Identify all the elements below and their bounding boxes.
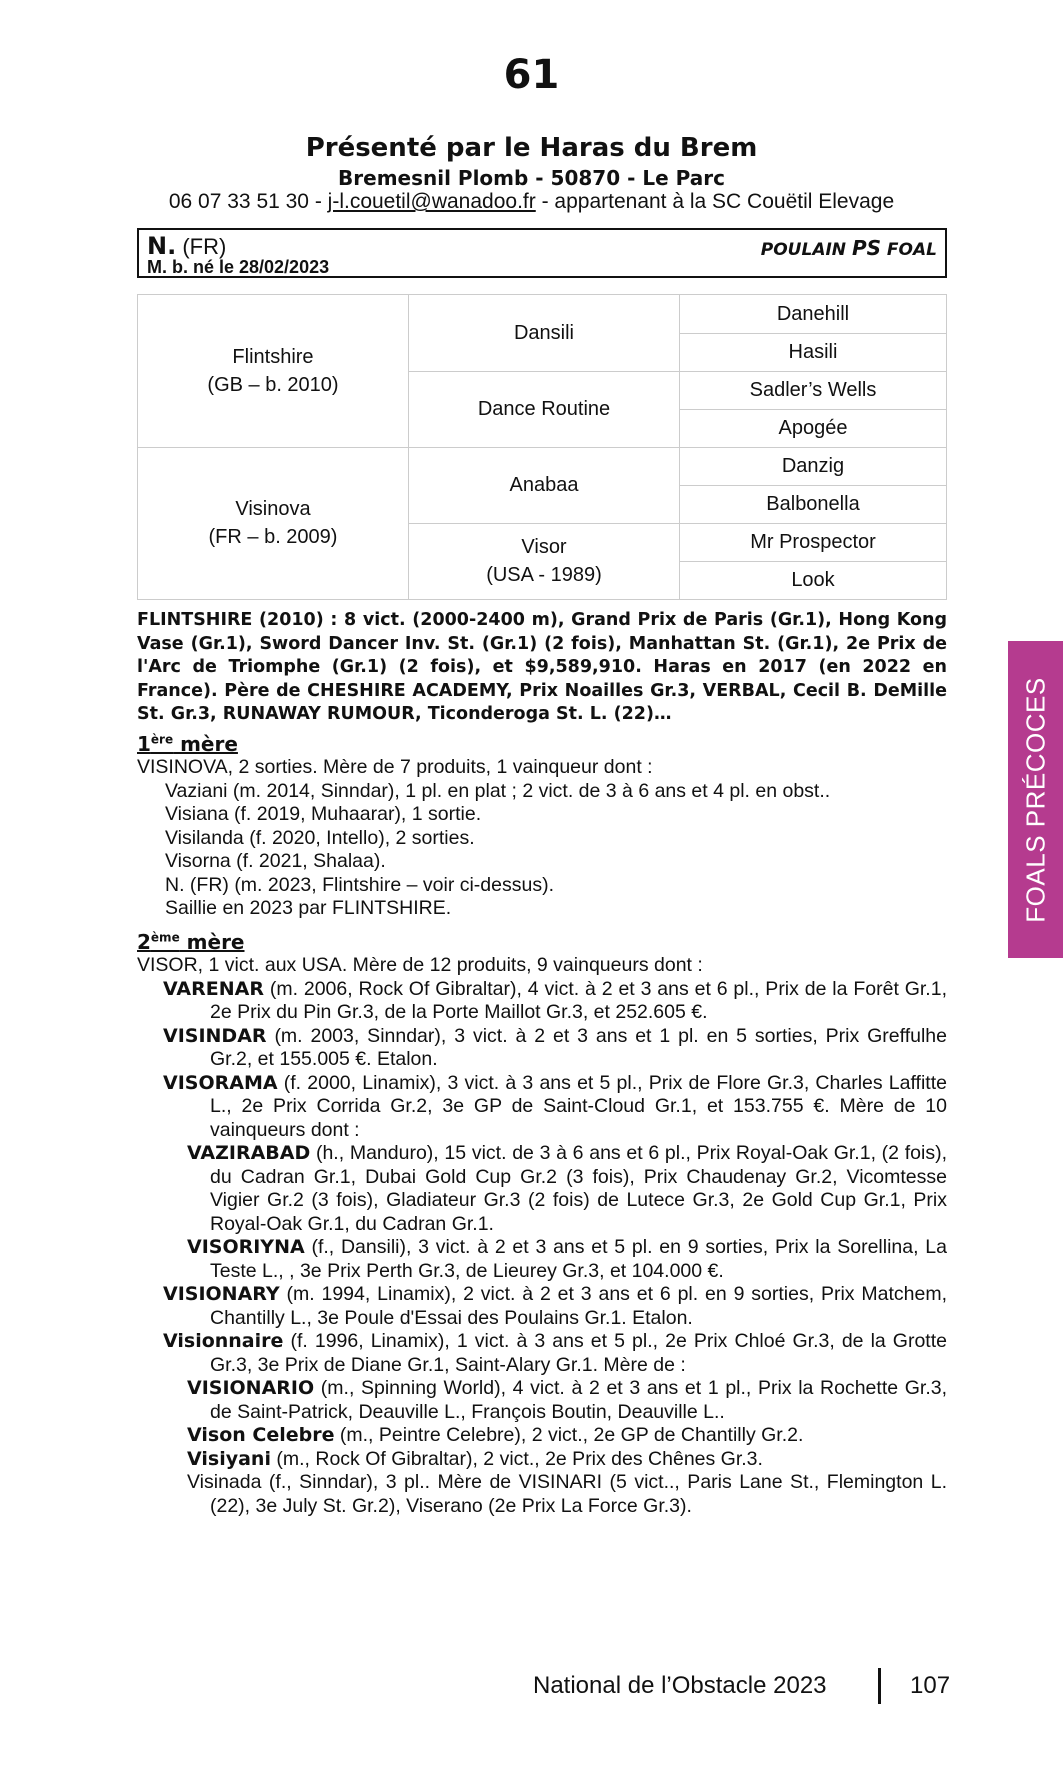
produce-item: Visiana (f. 2019, Muhaarar), 1 sortie. xyxy=(165,803,482,825)
pedigree-sire-dam: Dance Routine xyxy=(477,398,611,420)
pedigree-sire-sire: Dansili xyxy=(513,322,575,344)
grand-produce-entry: VAZIRABAD (h., Manduro), 15 vict. de 3 à 6 ans et 6 pl., Prix Royal-Oak Gr.1, (2 fois), du Cadran Gr.1, Dubai Gold Cup Gr.2 (3 fois), Prix Chaudenay Gr.2, Vicomtesse Vigier Gr.2 (3 fois), Gladiateur Gr.3 (2 fois) de Lutece Gr.3, 2e Gold Cup Gr.1, Prix Royal-Oak Gr.1, du Cadran Gr.1. xyxy=(187,1142,947,1235)
footer-publication: National de l’Obstacle 2023 xyxy=(533,1672,827,1699)
horse-id-box xyxy=(137,228,947,278)
first-dam-intro: VISINOVA, 2 sorties. Mère de 7 produits, 1 vainqueur dont : xyxy=(137,756,653,778)
second-dam-heading: 2ème mère xyxy=(137,930,245,954)
horse-sex: POULAIN PS FOAL xyxy=(760,236,937,260)
produce-item: N. (FR) (m. 2023, Flintshire – voir ci-dessus). xyxy=(165,873,555,896)
lot-number: 61 xyxy=(503,52,560,98)
pedigree-table xyxy=(137,294,947,600)
grand-produce-entry: Visiyani (m., Rock Of Gibraltar), 2 vict., 2e Prix des Chênes Gr.3. xyxy=(187,1447,763,1470)
produce-entry: VISORAMA (f. 2000, Linamix), 3 vict. à 3 ans et 5 pl., Prix de Flore Gr.3, Charles Laffitte L., 2e Prix Corrida Gr.2, 3e GP de Saint-Cloud Gr.1, et 153.755 €. Mère de 10 vainqueurs dont : xyxy=(163,1071,947,1141)
grand-produce-entry: Visinada (f., Sinndar), 3 pl.. Mère de VISINARI (5 vict.., Paris Lane St., Flemington L. (22), 3e July St. Gr.2), Viserano (2e Prix La Force Gr.3). xyxy=(187,1471,947,1517)
horse-birth: M. b. né le 28/02/2023 xyxy=(147,257,330,277)
second-dam-section xyxy=(137,954,947,1518)
first-dam-section xyxy=(137,756,947,921)
pedigree-dam-dam: Visor (USA - 1989) xyxy=(486,536,602,586)
second-dam-intro: VISOR, 1 vict. aux USA. Mère de 12 produits, 9 vainqueurs dont : xyxy=(137,954,703,976)
grand-produce-entry: Vison Celebre (m., Peintre Celebre), 2 vict., 2e GP de Chantilly Gr.2. xyxy=(187,1424,804,1446)
pedigree-sire: Flintshire (GB – b. 2010) xyxy=(207,346,339,396)
pedigree-dam-sire: Anabaa xyxy=(509,474,579,496)
produce-item: Visorna (f. 2021, Shalaa). xyxy=(165,850,386,872)
pedigree-gen3: Mr Prospector xyxy=(750,531,876,553)
phone-number: 06 07 33 51 30 - xyxy=(168,190,328,213)
produce-entry: Visionnaire (f. 1996, Linamix), 1 vict. à 3 ans et 5 pl., 2e Prix Chloé Gr.3, de la Grotte Gr.3, 3e Prix de Diane Gr.1, Saint-Alary Gr.1. Mère de : xyxy=(163,1330,947,1376)
produce-item: Vaziani (m. 2014, Sinndar), 1 pl. en plat ; 2 vict. de 3 à 6 ans et 4 pl. en obst.. xyxy=(165,779,831,802)
footer-divider xyxy=(878,1668,881,1704)
presenter-contact xyxy=(0,190,1063,214)
presenter-address: Bremesnil Plomb - 50870 - Le Parc xyxy=(338,166,725,190)
produce-entry: VISINDAR (m. 2003, Sinndar), 3 vict. à 2 et 3 ans et 1 pl. en 5 sorties, Prix Greffulhe Gr.2, et 155.005 €. Etalon. xyxy=(163,1024,947,1070)
pedigree-gen3: Sadler’s Wells xyxy=(749,379,877,401)
first-dam-heading: 1ère mère xyxy=(137,732,238,756)
grand-produce-entry: VISIONARIO (m., Spinning World), 4 vict. à 2 et 3 ans et 1 pl., Prix la Rochette Gr.3, de Saint-Patrick, Deauville L., François Boutin, Deauville L.. xyxy=(187,1377,947,1423)
pedigree-gen3: Look xyxy=(791,569,835,591)
section-side-tab: FOALS PRÉCOCES xyxy=(1008,641,1063,958)
pedigree-dam: Visinova (FR – b. 2009) xyxy=(208,498,338,548)
sire-summary: FLINTSHIRE (2010) : 8 vict. (2000-2400 m), Grand Prix de Paris (Gr.1), Hong Kong Vase (Gr.1), Sword Dancer Inv. St. (Gr.1) (2 fois), Manhattan St. (Gr.1), 2e Prix de l'Arc de Triomphe (Gr.1) (2 fois), et $9,589,910. Haras en 2017 (en 2022 en France). Père de CHESHIRE ACADEMY, Prix Noailles Gr.3, VERBAL, Cecil B. DeMille St. Gr.3, RUNAWAY RUMOUR, Ticonderoga St. L. (22)… xyxy=(137,610,947,724)
pedigree-gen3: Danzig xyxy=(781,455,845,477)
pedigree-gen3: Hasili xyxy=(788,341,838,363)
produce-item: Saillie en 2023 par FLINTSHIRE. xyxy=(165,897,452,919)
pedigree-gen3: Danehill xyxy=(776,303,850,325)
page-number: 107 xyxy=(910,1672,951,1699)
pedigree-gen3: Balbonella xyxy=(766,493,860,515)
owner-text: - appartenant à la SC Couëtil Elevage xyxy=(535,190,895,213)
pedigree-gen3: Apogée xyxy=(778,417,848,439)
email-link[interactable]: j-l.couetil@wanadoo.fr xyxy=(327,190,536,213)
produce-item: Visilanda (f. 2020, Intello), 2 sorties. xyxy=(165,826,475,849)
grand-produce-entry: VISORIYNA (f., Dansili), 3 vict. à 2 et 3 ans et 5 pl. en 9 sorties, Prix la Sorellina, La Teste L., , 3e Prix Perth Gr.3, de Lieurey Gr.3, et 104.000 €. xyxy=(187,1236,947,1282)
horse-name: N. (FR) xyxy=(147,232,227,260)
produce-entry: VISIONARY (m. 1994, Linamix), 2 vict. à 2 et 3 ans et 6 pl. en 9 sorties, Prix Matchem, Chantilly L., 3e Poule d'Essai des Poulains Gr.1. Etalon. xyxy=(163,1283,947,1329)
presenter-title: Présenté par le Haras du Brem xyxy=(305,133,758,163)
produce-entry: VARENAR (m. 2006, Rock Of Gibraltar), 4 vict. à 2 et 3 ans et 6 pl., Prix de la Forêt Gr.1, 2e Prix du Pin Gr.3, de la Porte Maillot Gr.3, et 252.605 €. xyxy=(163,977,947,1023)
